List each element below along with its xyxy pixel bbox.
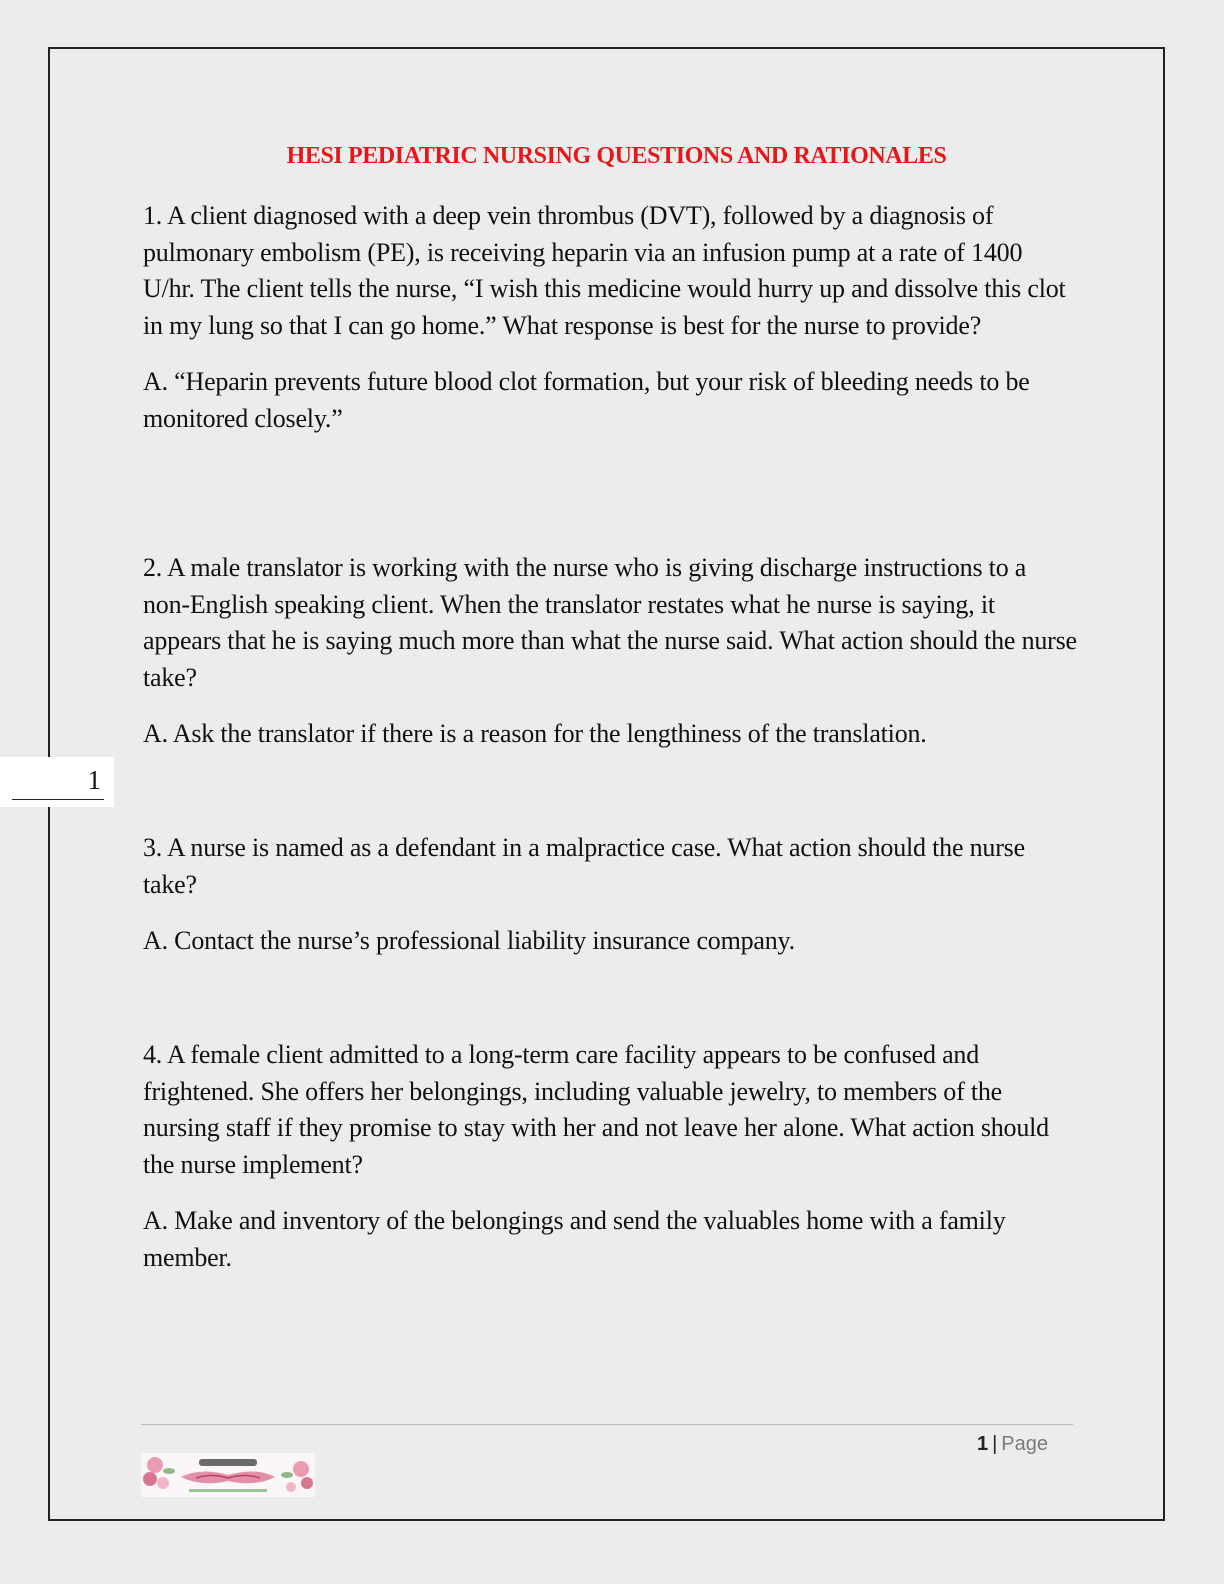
question-block — [143, 198, 1078, 437]
question-text: 4. A female client admitted to a long-term care facility appears to be confused and frightened. She offers her belongings, including valuable jewelry, to members of the nursing staff if they promise to stay with her and not leave her alone. What action should the nurse implement? — [143, 1040, 1049, 1179]
answer-text: A. Make and inventory of the belongings and send the valuables home with a family member. — [143, 1206, 1006, 1272]
margin-page-number — [0, 757, 114, 807]
top-watermark — [600, 0, 626, 3]
answer-text: A. Ask the translator if there is a reason for the lengthiness of the translation. — [143, 719, 927, 748]
footer-page-number-value: 1 — [976, 1433, 989, 1455]
answer-text: A. Contact the nurse’s professional liability insurance company. — [143, 926, 795, 955]
question-block — [143, 550, 1078, 753]
margin-rule — [12, 799, 104, 800]
question-text: 1. A client diagnosed with a deep vein thrombus (DVT), followed by a diagnosis of pulmonary embolism (PE), is receiving heparin via an infusion pump at a rate of 1400 U/hr. The client tells the nurse, “I wish this medicine would hurry up and dissolve this clot in my lung so that I can go home.” What response is best for the nurse to provide? — [143, 201, 1066, 340]
footer-separator: | — [992, 1433, 998, 1455]
footer-page-number — [977, 1433, 1048, 1456]
answer-text: A. “Heparin prevents future blood clot formation, but your risk of bleeding needs to be monitored closely.” — [143, 367, 1030, 433]
question-text: 3. A nurse is named as a defendant in a malpractice case. What action should the nurse take? — [143, 833, 1025, 899]
document-body — [143, 140, 1078, 1272]
question-block — [143, 1037, 1078, 1276]
question-block — [143, 830, 1078, 960]
document-title: HESI PEDIATRIC NURSING QUESTIONS AND RATIONALES — [286, 143, 947, 169]
question-text: 2. A male translator is working with the nurse who is giving discharge instructions to a non-English speaking client. When the translator restates what he nurse is saying, it appears that he is saying much more than what the nurse said. What action should the nurse take? — [143, 553, 1077, 692]
margin-page-number-text: 1 — [87, 765, 101, 795]
footer-divider — [141, 1424, 1073, 1425]
footer-page-label: Page — [1001, 1433, 1048, 1455]
floral-banner-logo-icon — [141, 1453, 315, 1497]
